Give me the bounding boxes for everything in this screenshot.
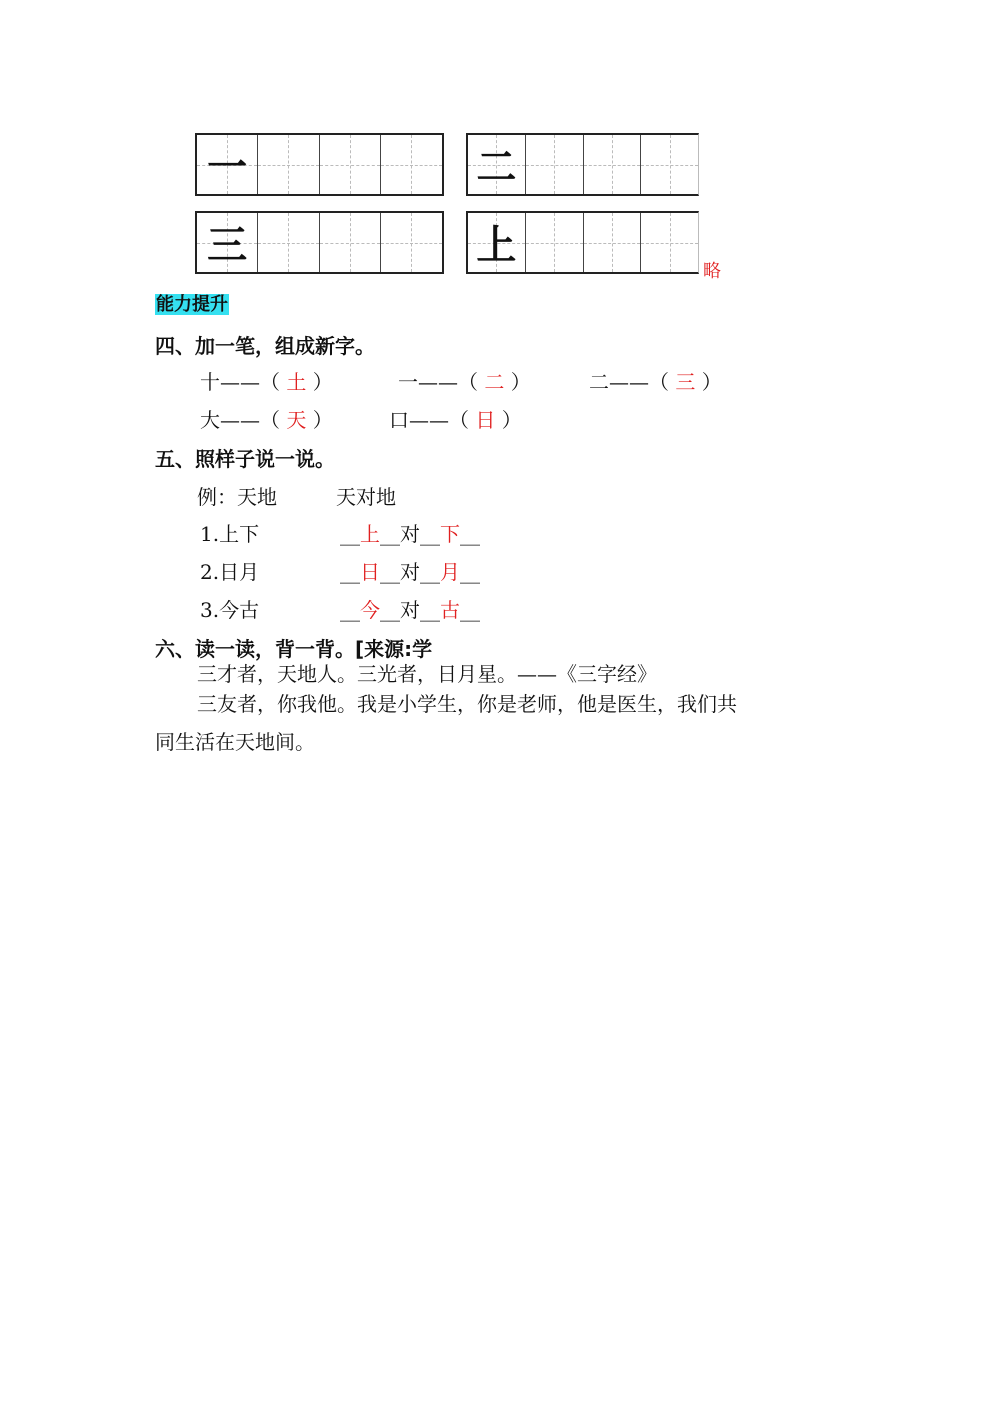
q4-close: ） [312, 370, 333, 394]
writing-grid-shang [466, 211, 699, 274]
grid-cell[interactable] [526, 213, 584, 272]
omit-note: 略 [703, 261, 721, 282]
dui-word: 对 [400, 522, 420, 546]
q5-answer-a: 日 [360, 560, 380, 584]
grid-cell[interactable] [641, 213, 698, 272]
q5-answer-a: 今 [360, 598, 380, 622]
writing-grid-san [195, 211, 444, 274]
q4-answer: 三 [675, 370, 696, 394]
dui-word: 对 [400, 560, 420, 584]
writing-grid-yi [195, 133, 444, 196]
grid-cell[interactable] [320, 213, 381, 272]
writing-grid-er [466, 133, 699, 196]
dui-word: 对 [400, 598, 420, 622]
q4-answer: 土 [286, 370, 307, 394]
grid-cell[interactable] [584, 135, 642, 194]
blank: __ [420, 560, 440, 584]
grid-cell [197, 135, 258, 194]
blank: __ [460, 598, 480, 622]
grid-cell[interactable] [584, 213, 642, 272]
grid-cell [197, 213, 258, 272]
q4-base: 大——（ [200, 408, 280, 432]
q5-example-label: 例：天地 [197, 485, 277, 509]
blank: __ [380, 598, 400, 622]
q6-title: 六、读一读，背一背。[来源:学 [155, 637, 433, 661]
q4-close: ） [501, 408, 522, 432]
q5-example-result: 天对地 [336, 485, 396, 509]
q4-base: 二——（ [589, 370, 669, 394]
grid-cell[interactable] [320, 135, 381, 194]
q4-item [398, 366, 531, 395]
q4-base: 一——（ [398, 370, 478, 394]
q5-answer-line [340, 518, 480, 547]
blank: __ [340, 560, 360, 584]
grid-cell[interactable] [258, 135, 319, 194]
q4-answer: 日 [475, 408, 496, 432]
q6-line-3: 同生活在天地间。 [155, 730, 315, 754]
q4-item [200, 404, 333, 433]
q4-close: ） [312, 408, 333, 432]
q5-prompt: 2.日月 [200, 560, 260, 584]
q4-close: ） [701, 370, 722, 394]
q4-item [389, 404, 522, 433]
q4-base: 口——（ [389, 408, 469, 432]
q5-answer-b: 下 [440, 522, 460, 546]
q6-line-1: 三才者，天地人。三光者，日月星。——《三字经》 [197, 662, 657, 686]
ability-badge: 能力提升 [156, 294, 228, 315]
grid-cell[interactable] [381, 213, 442, 272]
blank: __ [460, 560, 480, 584]
grid-cell[interactable] [641, 135, 698, 194]
q4-base: 十——（ [200, 370, 280, 394]
section-header [155, 290, 229, 316]
blank: __ [460, 522, 480, 546]
blank: __ [380, 560, 400, 584]
grid-cell [468, 135, 526, 194]
grid-sample-char: 二 [476, 143, 517, 190]
q5-answer-b: 月 [440, 560, 460, 584]
blank: __ [420, 522, 440, 546]
q5-answer-line [340, 556, 480, 585]
q4-item [200, 366, 333, 395]
blank: __ [420, 598, 440, 622]
blank: __ [340, 522, 360, 546]
q5-prompt: 3.今古 [200, 598, 260, 622]
grid-cell[interactable] [258, 213, 319, 272]
grid-cell[interactable] [526, 135, 584, 194]
q5-title: 五、照样子说一说。 [155, 447, 335, 471]
q4-close: ） [510, 370, 531, 394]
q5-answer-b: 古 [440, 598, 460, 622]
grid-sample-char: 上 [476, 221, 517, 268]
blank: __ [380, 522, 400, 546]
q4-title: 四、加一笔，组成新字。 [155, 334, 375, 358]
q4-answer: 天 [286, 408, 307, 432]
grid-cell [468, 213, 526, 272]
grid-cell[interactable] [381, 135, 442, 194]
grid-sample-char: 三 [207, 221, 248, 268]
grid-sample-char: 一 [207, 143, 248, 190]
q4-answer: 二 [484, 370, 505, 394]
q5-answer-a: 上 [360, 522, 380, 546]
q5-prompt: 1.上下 [200, 522, 260, 546]
blank: __ [340, 598, 360, 622]
q5-answer-line [340, 594, 480, 623]
q4-item [589, 366, 722, 395]
q6-line-2: 三友者，你我他。我是小学生，你是老师，他是医生，我们共 [197, 692, 737, 716]
